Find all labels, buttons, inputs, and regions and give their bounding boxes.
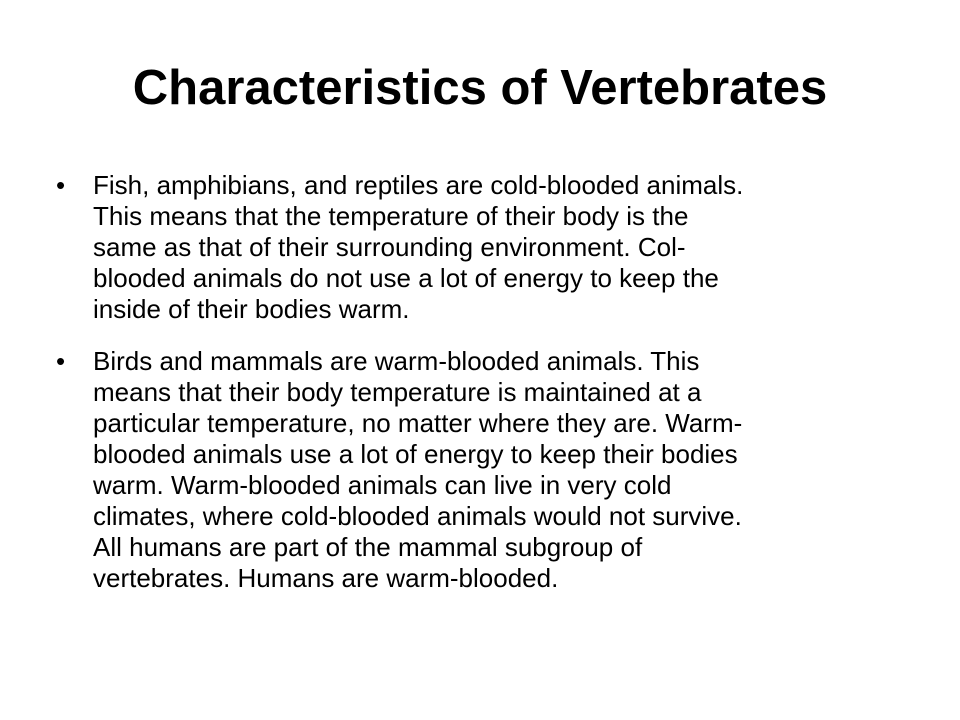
- text-line: blooded animals do not use a lot of energy to keep the: [93, 263, 719, 293]
- text-line: means that their body temperature is maintained at a: [93, 377, 702, 407]
- text-line: This means that the temperature of their body is the: [93, 201, 689, 231]
- text-line: blooded animals use a lot of energy to keep their bodies: [93, 439, 738, 469]
- bullet-item-cold-blooded: [56, 170, 916, 325]
- text-line: Fish, amphibians, and reptiles are cold-blooded animals.: [93, 170, 744, 200]
- text-line: particular temperature, no matter where they are. Warm-: [93, 408, 743, 438]
- bullet-item-warm-blooded: [56, 346, 916, 594]
- bullet-text: [93, 170, 916, 325]
- text-line: same as that of their surrounding environment. Col-: [93, 232, 686, 262]
- text-line: inside of their bodies warm.: [93, 294, 410, 324]
- text-line: climates, where cold-blooded animals would not survive.: [93, 501, 742, 531]
- text-line: vertebrates. Humans are warm-blooded.: [93, 563, 559, 593]
- text-line: warm. Warm-blooded animals can live in very cold: [93, 470, 672, 500]
- text-line: All humans are part of the mammal subgroup of: [93, 532, 643, 562]
- bullet-text: [93, 346, 916, 594]
- text-line: Birds and mammals are warm-blooded animals. This: [93, 346, 700, 376]
- slide-title: Characteristics of Vertebrates: [132, 61, 828, 115]
- bullet-icon: •: [56, 346, 66, 376]
- bullet-list: [56, 170, 916, 594]
- bullet-icon: •: [56, 170, 66, 200]
